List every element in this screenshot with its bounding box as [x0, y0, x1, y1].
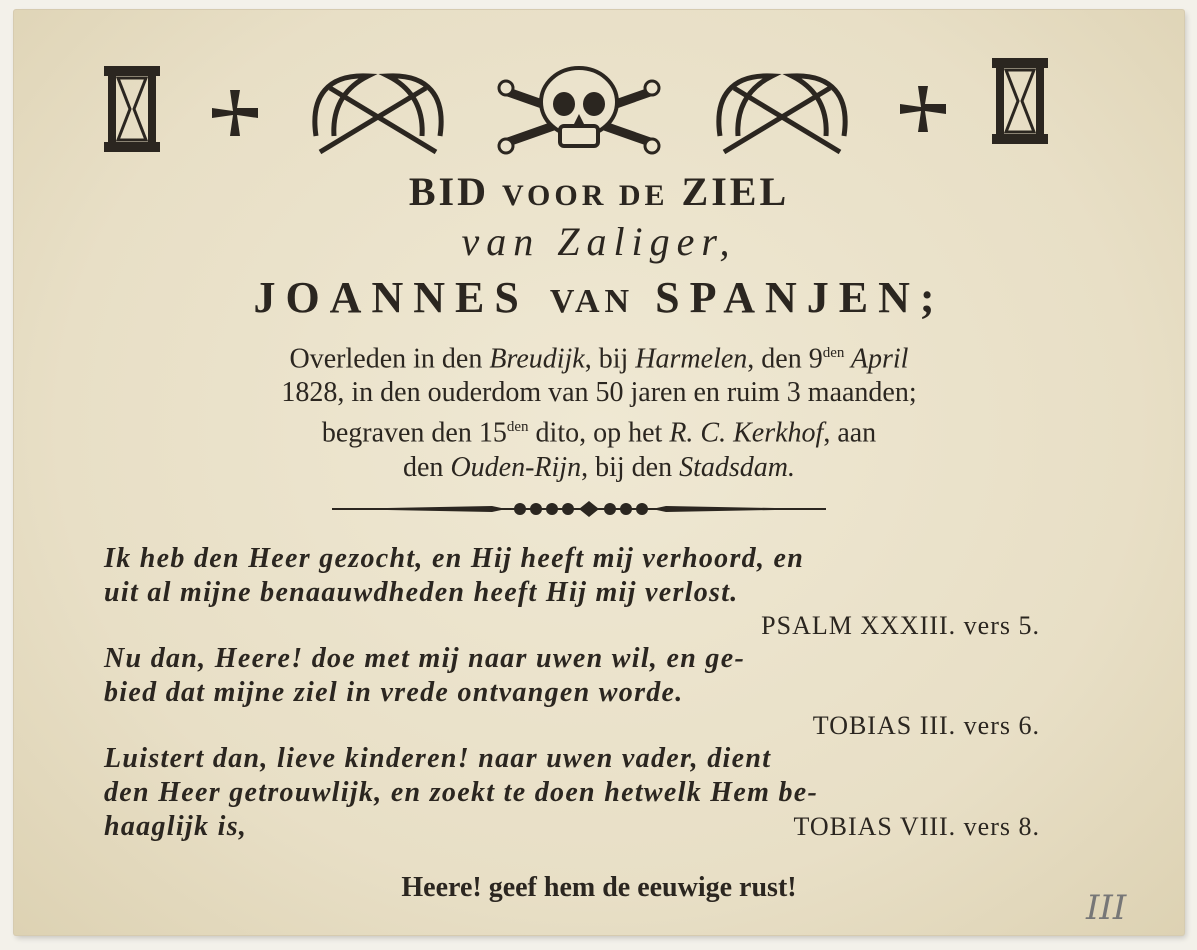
name-part: JOANNES	[253, 273, 529, 322]
quote-line: Ik heb den Heer gezocht, en Hij heeft mij verhoord, en	[104, 543, 805, 574]
hourglass-icon	[990, 56, 1050, 146]
details-place: Breudijk	[489, 343, 585, 375]
details-month: April	[844, 343, 909, 375]
details-sup: den	[822, 345, 845, 361]
details-text: Overleden in den	[289, 343, 490, 375]
deceased-name	[14, 272, 1184, 323]
details-text: dito, op het	[528, 417, 670, 449]
details-text: begraven den 15	[321, 417, 507, 449]
quote-line: Luistert dan, lieve kinderen! naar uwen vader, dient	[104, 743, 772, 774]
death-details	[14, 336, 1184, 485]
cross-icon	[210, 88, 260, 138]
closing-prayer: Heere! geef hem de eeuwige rust!	[401, 872, 797, 903]
ornament-row	[14, 58, 1184, 168]
name-part: SPANJEN;	[655, 273, 945, 322]
scythes-icon	[712, 66, 852, 156]
details-place: Harmelen	[635, 343, 748, 375]
heading-word: VOOR DE	[501, 179, 669, 212]
quote-line: uit al mijne benaauwdheden heeft Hij mij verlost.	[104, 577, 739, 608]
details-sup: den	[506, 419, 529, 436]
skull-crossbones-icon	[494, 64, 664, 159]
details-place: Ouden-Rijn	[450, 451, 582, 483]
scripture-quotes	[104, 542, 1064, 844]
heading-word: ZIEL	[681, 169, 790, 214]
quote-line: haaglijk is,	[104, 811, 248, 842]
quote-reference: TOBIAS III. vers 6.	[812, 711, 1040, 740]
heading-prayer	[14, 168, 1184, 215]
heading-subtitle: van Zaliger,	[461, 219, 737, 264]
quote-reference: PSALM XXXIII. vers 5.	[761, 611, 1040, 640]
memorial-card	[14, 10, 1184, 935]
details-line	[14, 336, 1184, 376]
quote-line: bied dat mijne ziel in vrede ontvangen worde.	[104, 677, 684, 708]
details-line	[14, 410, 1184, 450]
details-place: Stadsdam.	[679, 451, 795, 483]
details-line: 1828, in den ouderdom van 50 jaren en ruim 3 maanden;	[281, 377, 917, 409]
details-text: , bij	[584, 343, 636, 375]
details-text: , den 9	[747, 343, 823, 375]
quote-line: den Heer getrouwlijk, en zoekt te doen hetwelk Hem be-	[104, 777, 819, 808]
details-text: den	[403, 451, 451, 483]
details-place: R. C. Kerkhof	[669, 417, 824, 449]
details-text: , aan	[823, 417, 877, 449]
cross-icon	[898, 84, 948, 134]
details-text: , bij den	[581, 451, 680, 483]
hourglass-icon	[102, 64, 162, 154]
scythes-icon	[308, 66, 448, 156]
quote-final-row	[104, 810, 1064, 844]
name-part: VAN	[549, 283, 635, 320]
details-line	[14, 451, 1184, 485]
quote-reference: TOBIAS VIII. vers 8.	[793, 812, 1040, 841]
pencil-mark: III	[1086, 888, 1127, 928]
quote-line: Nu dan, Heere! doe met mij naar uwen wil, en ge-	[104, 643, 746, 674]
heading-word: BID	[408, 169, 489, 214]
decorative-rule	[14, 496, 1184, 522]
